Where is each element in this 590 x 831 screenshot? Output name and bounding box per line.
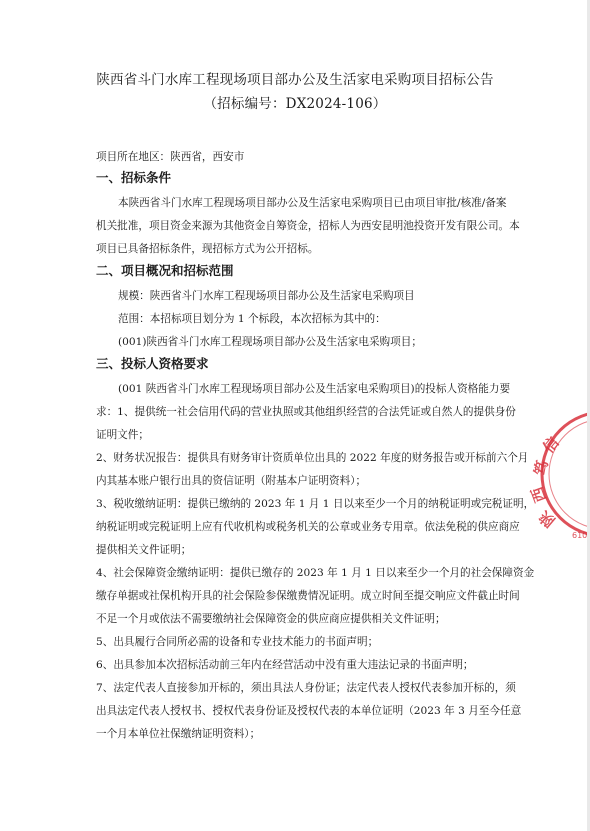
section-3-text: 4、社会保障资金缴纳证明：提供已缴存的 2023 年 1 月 1 日以来至少一个月的社会保障资金 — [96, 567, 535, 579]
section-3-text: 内其基本账户银行出具的资信证明（附基本户证明资料）； — [96, 475, 367, 487]
project-location: 项目所在地区：陕西省，西安市 — [96, 151, 245, 163]
section-3-text: 纳税证明或完税证明上应有代收机构或税务机关的公章或业务专用章。依法免税的供应商应 — [96, 521, 520, 533]
section-3-text: 2、财务状况报告：提供具有财务审计资质单位出具的 2022 年度的财务报告或开标前六个月 — [96, 452, 529, 464]
section-1-heading: 一、招标条件 — [96, 170, 172, 185]
section-3-text: 7、法定代表人直接参加开标的，须出具法人身份证；法定代表人授权代表参加开标的，须 — [96, 682, 516, 694]
section-2-lot: (001)陕西省斗门水库工程现场项目部办公及生活家电采购项目； — [118, 336, 422, 348]
section-3-text: 5、出具履行合同所必需的设备和专业技术能力的书面声明； — [96, 636, 379, 648]
document-title: 陕西省斗门水库工程现场项目部办公及生活家电采购项目招标公告 — [96, 72, 494, 88]
section-1-text: 项目已具备招标条件，现招标方式为公开招标。 — [96, 243, 319, 255]
section-3-text: 缴存单据或社保机构开具的社会保险参保缴费情况证明。成立时间至提交响应文件截止时间 — [96, 590, 520, 602]
svg-text:笃: 笃 — [531, 458, 552, 477]
section-3-text: 求：1、提供统一社会信用代码的营业执照或其他组织经营的合法凭证或自然人的提供身份 — [96, 406, 516, 418]
tender-number: （招标编号：DX2024-106） — [203, 96, 387, 112]
company-seal-stamp — [527, 404, 590, 544]
section-3-heading: 三、投标人资格要求 — [96, 356, 209, 371]
section-3-text: 3、税收缴纳证明：提供已缴纳的 2023 年 1 月 1 日以来至少一个月的纳税证明或完税证明， — [96, 498, 535, 510]
section-3-text: 出具法定代表人授权书、授权代表身份证及授权代表的本单位证明（2023 年 3 月至今任意 — [96, 705, 522, 717]
svg-text:陕: 陕 — [535, 507, 559, 531]
section-1-text: 本陕西省斗门水库工程现场项目部办公及生活家电采购项目已由项目审批/核准/备案 — [118, 197, 507, 209]
section-3-text: 证明文件； — [96, 429, 149, 441]
section-2-scope: 范围：本招标项目划分为 1 个标段，本次招标为其中的： — [118, 313, 386, 325]
section-3-text: 不足一个月或依法不需要缴纳社会保障资金的供应商应提供相关文件证明； — [96, 613, 446, 625]
section-3-text: 提供相关文件证明； — [96, 544, 192, 556]
section-1-text: 机关批准，项目资金来源为其他资金自筹资金，招标人为西安昆明池投资开发有限公司。本 — [96, 220, 520, 232]
section-3-text: (001 陕西省斗门水库工程现场项目部办公及生活家电采购项目)的投标人资格能力要 — [118, 383, 511, 395]
section-3-text: 6、出具参加本次招标活动前三年内在经营活动中没有重大违法记录的书面声明； — [96, 659, 474, 671]
section-3-text: 一个月本单位社保缴纳证明资料）； — [96, 728, 261, 740]
section-2-heading: 二、项目概况和招标范围 — [96, 263, 234, 278]
svg-text:西: 西 — [527, 484, 550, 505]
section-2-scale: 规模：陕西省斗门水库工程现场项目部办公及生活家电采购项目 — [118, 290, 415, 302]
svg-text:信: 信 — [539, 433, 563, 457]
seal-number: 610 — [572, 531, 588, 540]
